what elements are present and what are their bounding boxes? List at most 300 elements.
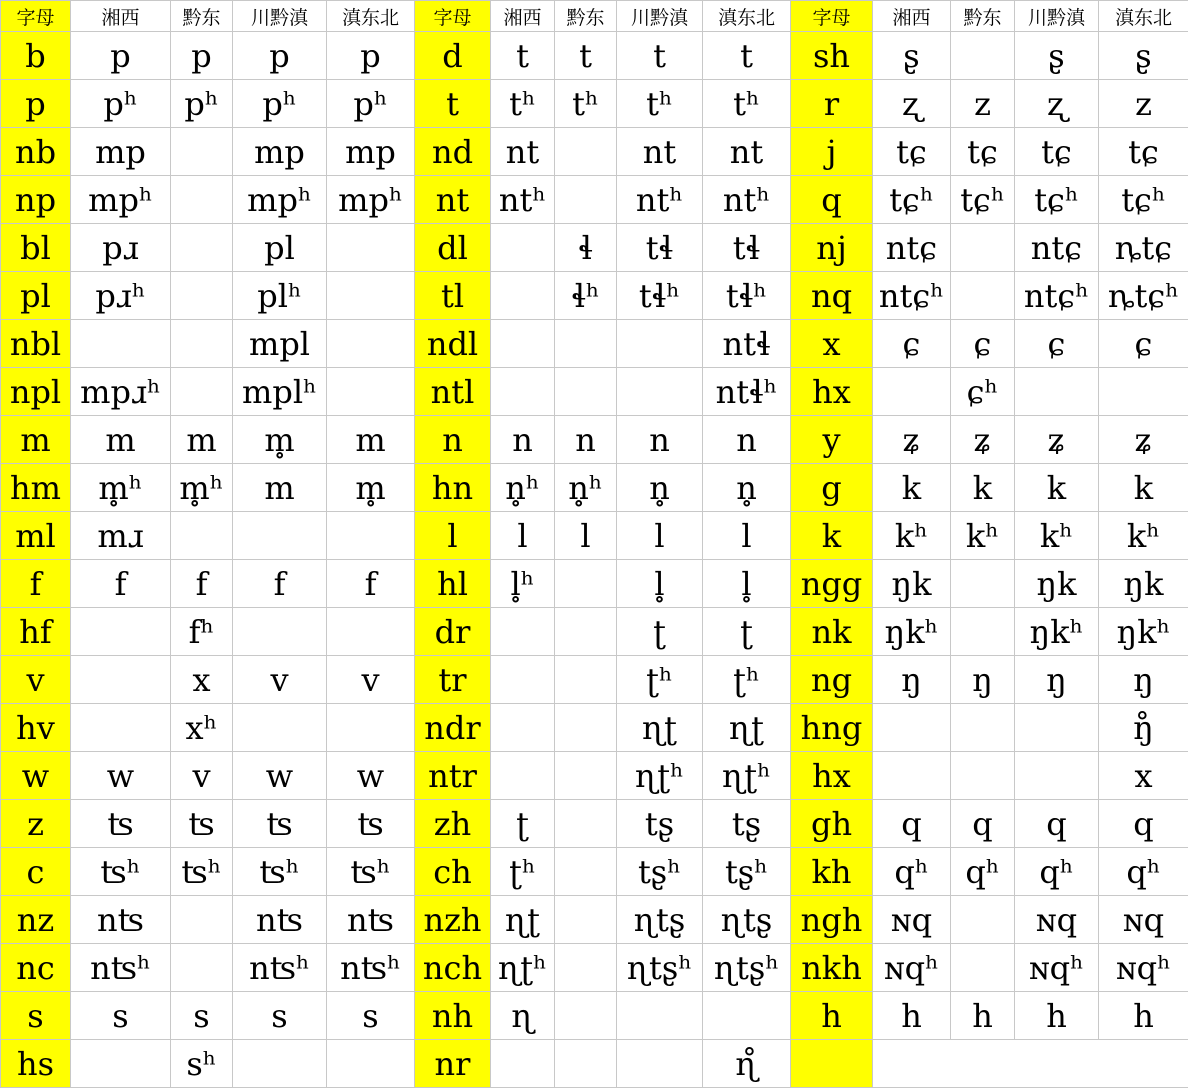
ipa-cell: s (327, 992, 415, 1040)
ipa-cell: tʰ (555, 80, 617, 128)
initial-key-cell: nb (1, 128, 71, 176)
ipa-cell: m (71, 416, 171, 464)
initial-key-cell: nc (1, 944, 71, 992)
initial-key-cell: z (1, 800, 71, 848)
ipa-cell: ʦ (327, 800, 415, 848)
ipa-cell: x (171, 656, 233, 704)
ipa-cell: ŋ̊ (1099, 704, 1188, 752)
ipa-cell (555, 608, 617, 656)
ipa-cell (1015, 368, 1099, 416)
ipa-cell: ʦ (171, 800, 233, 848)
ipa-cell: kʰ (873, 512, 951, 560)
initial-key-cell: nh (415, 992, 491, 1040)
ipa-cell: x (1099, 752, 1188, 800)
ipa-cell: mpɹʰ (71, 368, 171, 416)
ipa-cell: l̥ (617, 560, 703, 608)
ipa-cell (555, 128, 617, 176)
ipa-cell: m̥ (233, 416, 327, 464)
ipa-cell: tɕ (873, 128, 951, 176)
initial-key-cell: sh (791, 32, 873, 80)
initial-key-cell: np (1, 176, 71, 224)
table-row (1, 272, 1188, 320)
ipa-cell: pɹʰ (71, 272, 171, 320)
ipa-cell: nʦ (71, 896, 171, 944)
initial-key-cell: dl (415, 224, 491, 272)
ipa-cell: tɕ (1015, 128, 1099, 176)
initial-key-cell: nch (415, 944, 491, 992)
ipa-cell: tɕ (1099, 128, 1188, 176)
ipa-cell (71, 320, 171, 368)
ipa-cell: p (233, 32, 327, 80)
ipa-cell: s (71, 992, 171, 1040)
ipa-cell: pʰ (171, 80, 233, 128)
ipa-cell: mɹ (71, 512, 171, 560)
initial-key-cell: ch (415, 848, 491, 896)
initial-key-cell: ngh (791, 896, 873, 944)
ipa-cell: q (1015, 800, 1099, 848)
ipa-cell: ntɕ (873, 224, 951, 272)
initial-key-cell: g (791, 464, 873, 512)
table-row (1, 752, 1188, 800)
table-row (1, 944, 1188, 992)
ipa-cell: l (555, 512, 617, 560)
ipa-cell: h (1099, 992, 1188, 1040)
ipa-cell: m (327, 416, 415, 464)
ipa-cell: ɬʰ (555, 272, 617, 320)
initial-key-cell: l (415, 512, 491, 560)
ipa-cell: nt (491, 128, 555, 176)
header-cell: 黔东 (951, 1, 1015, 32)
ipa-cell: ɳtʂʰ (703, 944, 791, 992)
ipa-cell (555, 1040, 617, 1088)
initial-key-cell: r (791, 80, 873, 128)
ipa-cell: w (233, 752, 327, 800)
ipa-cell: f (71, 560, 171, 608)
ipa-cell: ŋk (873, 560, 951, 608)
table-row (1, 800, 1188, 848)
initial-key-cell: hl (415, 560, 491, 608)
empty-cell (873, 1040, 1188, 1088)
ipa-cell (327, 320, 415, 368)
ipa-cell: k (1015, 464, 1099, 512)
ipa-cell: ʈʰ (617, 656, 703, 704)
ipa-cell: tɕʰ (873, 176, 951, 224)
ipa-cell: qʰ (1015, 848, 1099, 896)
ipa-cell: tɬ (703, 224, 791, 272)
ipa-cell (171, 320, 233, 368)
ipa-cell (1015, 752, 1099, 800)
header-cell: 川黔滇 (617, 1, 703, 32)
ipa-cell: f (233, 560, 327, 608)
ipa-cell: v (327, 656, 415, 704)
ipa-cell: mpl (233, 320, 327, 368)
ipa-cell: tɬ (617, 224, 703, 272)
ipa-cell: h (951, 992, 1015, 1040)
ipa-cell (327, 224, 415, 272)
ipa-cell: ntɕʰ (873, 272, 951, 320)
header-cell: 湘西 (71, 1, 171, 32)
ipa-cell: kʰ (951, 512, 1015, 560)
ipa-cell (555, 368, 617, 416)
header-cell: 字母 (1, 1, 71, 32)
ipa-cell (555, 704, 617, 752)
ipa-cell: tʰ (491, 80, 555, 128)
initial-key-cell: ndl (415, 320, 491, 368)
ipa-cell: ntɕʰ (1015, 272, 1099, 320)
ipa-cell: l̥ʰ (491, 560, 555, 608)
ipa-cell: ŋkʰ (873, 608, 951, 656)
ipa-cell: ɕ (951, 320, 1015, 368)
ipa-cell (327, 704, 415, 752)
ipa-cell: pʰ (327, 80, 415, 128)
ipa-cell (1099, 368, 1188, 416)
table-row (1, 560, 1188, 608)
initial-key-cell: hx (791, 368, 873, 416)
ipa-cell: ɴqʰ (1015, 944, 1099, 992)
initial-key-cell: npl (1, 368, 71, 416)
ipa-cell (555, 320, 617, 368)
ipa-cell: ɳtʂʰ (617, 944, 703, 992)
ipa-cell (327, 512, 415, 560)
ipa-cell (555, 176, 617, 224)
ipa-cell: ɳ (491, 992, 555, 1040)
ipa-cell: v (233, 656, 327, 704)
ipa-cell: n̥ (703, 464, 791, 512)
ipa-cell: ɴq (1015, 896, 1099, 944)
table-row (1, 992, 1188, 1040)
ipa-cell (71, 1040, 171, 1088)
table-body (1, 32, 1188, 1088)
ipa-cell: pl (233, 224, 327, 272)
ipa-cell: ɕ (873, 320, 951, 368)
initial-key-cell: hv (1, 704, 71, 752)
ipa-cell: ŋkʰ (1015, 608, 1099, 656)
initial-key-cell: f (1, 560, 71, 608)
header-cell: 黔东 (171, 1, 233, 32)
ipa-cell: ŋk (1015, 560, 1099, 608)
ipa-cell: q (951, 800, 1015, 848)
table-row (1, 464, 1188, 512)
ipa-cell (703, 992, 791, 1040)
ipa-cell: tɕʰ (1015, 176, 1099, 224)
ipa-cell (327, 1040, 415, 1088)
ipa-cell: nʦ (233, 896, 327, 944)
ipa-cell: s (171, 992, 233, 1040)
ipa-cell: ɳʈ (491, 896, 555, 944)
ipa-cell (491, 752, 555, 800)
ipa-cell (171, 368, 233, 416)
ipa-cell: ɴq (1099, 896, 1188, 944)
ipa-cell: t (703, 32, 791, 80)
table-row (1, 416, 1188, 464)
initial-key-cell: nzh (415, 896, 491, 944)
header-cell: 滇东北 (703, 1, 791, 32)
ipa-cell (555, 560, 617, 608)
ipa-cell: tʂʰ (617, 848, 703, 896)
initial-key-cell: hng (791, 704, 873, 752)
ipa-cell: ɕ (1099, 320, 1188, 368)
ipa-cell: pʰ (71, 80, 171, 128)
ipa-cell: p (171, 32, 233, 80)
initial-key-cell: gh (791, 800, 873, 848)
ipa-cell: mpʰ (71, 176, 171, 224)
ipa-cell (71, 608, 171, 656)
ipa-cell: tɬʰ (703, 272, 791, 320)
ipa-cell (951, 32, 1015, 80)
ipa-cell: f (171, 560, 233, 608)
ipa-cell: f (327, 560, 415, 608)
ipa-cell: q (1099, 800, 1188, 848)
ipa-cell: ɴqʰ (873, 944, 951, 992)
ipa-cell: w (71, 752, 171, 800)
ipa-cell: nʦʰ (233, 944, 327, 992)
ipa-cell: k (873, 464, 951, 512)
ipa-cell: s (233, 992, 327, 1040)
ipa-cell: ʑ (873, 416, 951, 464)
ipa-cell: ʦʰ (233, 848, 327, 896)
ipa-cell: z (951, 80, 1015, 128)
ipa-cell: nt (703, 128, 791, 176)
ipa-cell: ȵtɕʰ (1099, 272, 1188, 320)
initial-key-cell: nkh (791, 944, 873, 992)
ipa-cell: p (71, 32, 171, 80)
ipa-cell: ɳʈʰ (703, 752, 791, 800)
ipa-cell: fʰ (171, 608, 233, 656)
initial-key-cell: nj (791, 224, 873, 272)
table-row (1, 128, 1188, 176)
ipa-cell (327, 272, 415, 320)
initial-key-cell: j (791, 128, 873, 176)
ipa-cell: tɬʰ (617, 272, 703, 320)
initial-key-cell: b (1, 32, 71, 80)
initial-key-cell (791, 1040, 873, 1088)
ipa-cell: p (327, 32, 415, 80)
table-row (1, 704, 1188, 752)
initial-key-cell: hs (1, 1040, 71, 1088)
ipa-cell: k (951, 464, 1015, 512)
table-row (1, 368, 1188, 416)
initial-key-cell: nz (1, 896, 71, 944)
initial-key-cell: nbl (1, 320, 71, 368)
ipa-cell: tʂʰ (703, 848, 791, 896)
header-cell: 川黔滇 (233, 1, 327, 32)
ipa-cell: ɳ̊ (703, 1040, 791, 1088)
ipa-cell: qʰ (1099, 848, 1188, 896)
ipa-cell: ʂ (873, 32, 951, 80)
initial-key-cell: ngg (791, 560, 873, 608)
ipa-cell: m (233, 464, 327, 512)
ipa-cell: ʂ (1015, 32, 1099, 80)
initial-key-cell: dr (415, 608, 491, 656)
ipa-cell: ɴqʰ (1099, 944, 1188, 992)
ipa-cell: ɳʈ (617, 704, 703, 752)
ipa-cell: l (491, 512, 555, 560)
initial-key-cell: d (415, 32, 491, 80)
ipa-cell: ŋ (873, 656, 951, 704)
ipa-cell (951, 896, 1015, 944)
ipa-cell: ntɕ (1015, 224, 1099, 272)
table-row (1, 320, 1188, 368)
ipa-cell (555, 944, 617, 992)
ipa-cell (951, 560, 1015, 608)
ipa-cell: k (1099, 464, 1188, 512)
ipa-cell: n (617, 416, 703, 464)
ipa-cell: pʰ (233, 80, 327, 128)
ipa-cell: ʈʰ (491, 848, 555, 896)
ipa-cell: pɹ (71, 224, 171, 272)
initial-key-cell: ml (1, 512, 71, 560)
ipa-cell: ɳtʂ (617, 896, 703, 944)
ipa-cell: tʰ (617, 80, 703, 128)
ipa-cell (491, 1040, 555, 1088)
ipa-cell: m̥ʰ (171, 464, 233, 512)
ipa-cell: v (171, 752, 233, 800)
header-cell: 川黔滇 (1015, 1, 1099, 32)
initial-key-cell: ntr (415, 752, 491, 800)
ipa-cell: ntɬ (703, 320, 791, 368)
initial-key-cell: hn (415, 464, 491, 512)
header-cell: 湘西 (491, 1, 555, 32)
ipa-cell: t (491, 32, 555, 80)
ipa-cell (555, 848, 617, 896)
ipa-cell: nʦʰ (71, 944, 171, 992)
ipa-cell: ʑ (1099, 416, 1188, 464)
header-row (1, 1, 1188, 32)
ipa-cell: m̥ʰ (71, 464, 171, 512)
ipa-cell (233, 1040, 327, 1088)
ipa-cell: ʈ (617, 608, 703, 656)
ipa-cell: ɕ (1015, 320, 1099, 368)
ipa-cell: ntʰ (491, 176, 555, 224)
initial-key-cell: hx (791, 752, 873, 800)
table-row (1, 224, 1188, 272)
ipa-cell (951, 944, 1015, 992)
initial-key-cell: zh (415, 800, 491, 848)
initial-key-cell: ndr (415, 704, 491, 752)
initial-key-cell: m (1, 416, 71, 464)
ipa-cell: ʦʰ (327, 848, 415, 896)
ipa-cell: tɕʰ (951, 176, 1015, 224)
ipa-cell: tʰ (703, 80, 791, 128)
ipa-cell: ŋkʰ (1099, 608, 1188, 656)
ipa-cell: ʂ (1099, 32, 1188, 80)
ipa-cell: mpʰ (327, 176, 415, 224)
table-row (1, 656, 1188, 704)
ipa-cell (491, 320, 555, 368)
ipa-cell (71, 656, 171, 704)
ipa-cell (555, 896, 617, 944)
ipa-cell (171, 176, 233, 224)
initial-key-cell: nd (415, 128, 491, 176)
ipa-cell: ɴq (873, 896, 951, 944)
initial-key-cell: nq (791, 272, 873, 320)
ipa-cell: ȵtɕ (1099, 224, 1188, 272)
ipa-cell: t (617, 32, 703, 80)
ipa-cell (873, 368, 951, 416)
ipa-cell: ʐ (873, 80, 951, 128)
initial-key-cell: nt (415, 176, 491, 224)
ipa-cell: nʦ (327, 896, 415, 944)
ipa-cell: nʦʰ (327, 944, 415, 992)
ipa-cell (873, 752, 951, 800)
ipa-cell (951, 704, 1015, 752)
ipa-cell (951, 608, 1015, 656)
ipa-cell: ʈ (703, 608, 791, 656)
ipa-cell (171, 224, 233, 272)
ipa-cell: kʰ (1099, 512, 1188, 560)
ipa-cell: mp (327, 128, 415, 176)
initial-key-cell: p (1, 80, 71, 128)
ipa-cell: ʦʰ (171, 848, 233, 896)
initial-key-cell: y (791, 416, 873, 464)
ipa-cell: tɕʰ (1099, 176, 1188, 224)
initial-key-cell: q (791, 176, 873, 224)
ipa-cell (491, 272, 555, 320)
ipa-cell: t (555, 32, 617, 80)
table-row (1, 848, 1188, 896)
header-cell: 字母 (415, 1, 491, 32)
ipa-cell: ʐ (1015, 80, 1099, 128)
ipa-cell (491, 224, 555, 272)
ipa-cell: tʂ (703, 800, 791, 848)
ipa-cell: ŋk (1099, 560, 1188, 608)
ipa-cell (491, 368, 555, 416)
ipa-cell: n (703, 416, 791, 464)
ipa-cell: nt (617, 128, 703, 176)
initial-key-cell: nr (415, 1040, 491, 1088)
ipa-cell: ntʰ (617, 176, 703, 224)
ipa-cell (171, 128, 233, 176)
ipa-cell (617, 1040, 703, 1088)
ipa-cell: qʰ (951, 848, 1015, 896)
initial-key-cell: x (791, 320, 873, 368)
ipa-cell (171, 944, 233, 992)
ipa-cell: mp (233, 128, 327, 176)
initial-key-cell: tl (415, 272, 491, 320)
header-cell: 湘西 (873, 1, 951, 32)
ipa-cell (555, 992, 617, 1040)
ipa-cell: ɳtʂ (703, 896, 791, 944)
ipa-cell (233, 512, 327, 560)
ipa-cell (171, 896, 233, 944)
table-row (1, 896, 1188, 944)
ipa-cell: ntʰ (703, 176, 791, 224)
header-cell: 滇东北 (327, 1, 415, 32)
initial-key-cell: pl (1, 272, 71, 320)
ipa-cell: ʈʰ (703, 656, 791, 704)
ipa-cell: ʑ (951, 416, 1015, 464)
initial-key-cell: ntl (415, 368, 491, 416)
ipa-cell (171, 512, 233, 560)
ipa-cell: n̥ʰ (491, 464, 555, 512)
ipa-cell (1015, 704, 1099, 752)
ipa-cell (617, 368, 703, 416)
ipa-cell: sʰ (171, 1040, 233, 1088)
ipa-cell (555, 800, 617, 848)
ipa-cell (617, 320, 703, 368)
initial-key-cell: k (791, 512, 873, 560)
ipa-cell: ŋ (1099, 656, 1188, 704)
ipa-cell: tʂ (617, 800, 703, 848)
header-cell: 字母 (791, 1, 873, 32)
ipa-cell: ɳʈʰ (617, 752, 703, 800)
ipa-cell: q (873, 800, 951, 848)
ipa-cell: h (873, 992, 951, 1040)
ipa-cell (555, 656, 617, 704)
table-row (1, 80, 1188, 128)
ipa-cell: l (703, 512, 791, 560)
initial-key-cell: h (791, 992, 873, 1040)
